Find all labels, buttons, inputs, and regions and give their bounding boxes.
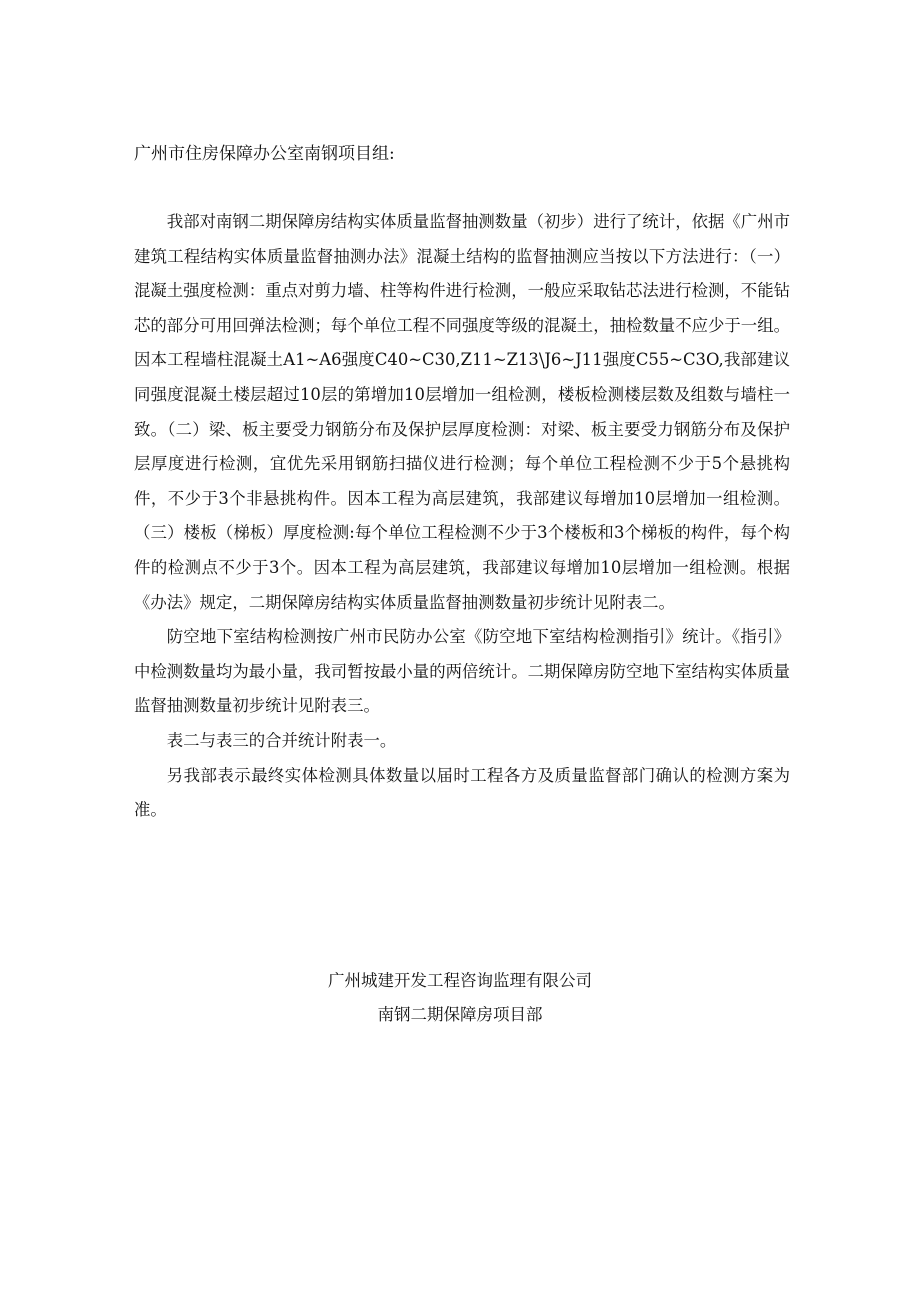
paragraph-final-note: 另我部表示最终实体检测具体数量以届时工程各方及质量监督部门确认的检测方案为准。 [134, 765, 790, 820]
paragraph-civil-defense-basement: 防空地下室结构检测按广州市民防办公室《防空地下室结构检测指引》统计。《指引》中检测数量均为最小量，我司暂按最小量的两倍统计。二期保障房防空地下室结构实体质量监督抽测数量初步统计见附表三。 [134, 627, 790, 716]
paragraph-combined-table: 表二与表三的合并统计附表一。 [166, 730, 397, 750]
paragraph-inspection-methods: 我部对南钢二期保障房结构实体质量监督抽测数量（初步）进行了统计，依据《广州市建筑工程结构实体质量监督抽测办法》混凝土结构的监督抽测应当按以下方法进行：（一）混凝土强度检测：重点对剪力墙、柱等构件进行检测，一般应采取钻芯法进行检测，不能钻芯的部分可用回弹法检测；每个单位工程不同强度等级的混凝土，抽检数量不应少于一组。因本工程墙柱混凝土A1~A6强度C40~C30,Z11~Z13\J6~J11强度C55~C3O,我部建议同强度混凝土楼层超过10层的第增加10层增加一组检测，楼板检测楼层数及组数与墙柱一致。（二）梁、板主要受力钢筋分布及保护层厚度检测：对梁、板主要受力钢筋分布及保护层厚度进行检测，宜优先采用钢筋扫描仪进行检测；每个单位工程检测不少于5个悬挑构件，不少于3个非悬挑构件。因本工程为高层建筑，我部建议每增加10层增加一组检测。（三）楼板（梯板）厚度检测:每个单位工程检测不少于3个楼板和3个梯板的构件，每个构件的检测点不少于3个。因本工程为高层建筑，我部建议每增加10层增加一组检测。根据《办法》规定，二期保障房结构实体质量监督抽测数量初步统计见附表二。 [134, 212, 790, 612]
salutation: 广州市住房保障办公室南钢项目组: [134, 144, 395, 164]
document-body [134, 205, 790, 828]
signature-block [0, 964, 920, 1032]
signature-department: 南钢二期保障房项目部 [377, 1005, 543, 1024]
signature-company: 广州城建开发工程咨询监理有限公司 [328, 971, 592, 990]
